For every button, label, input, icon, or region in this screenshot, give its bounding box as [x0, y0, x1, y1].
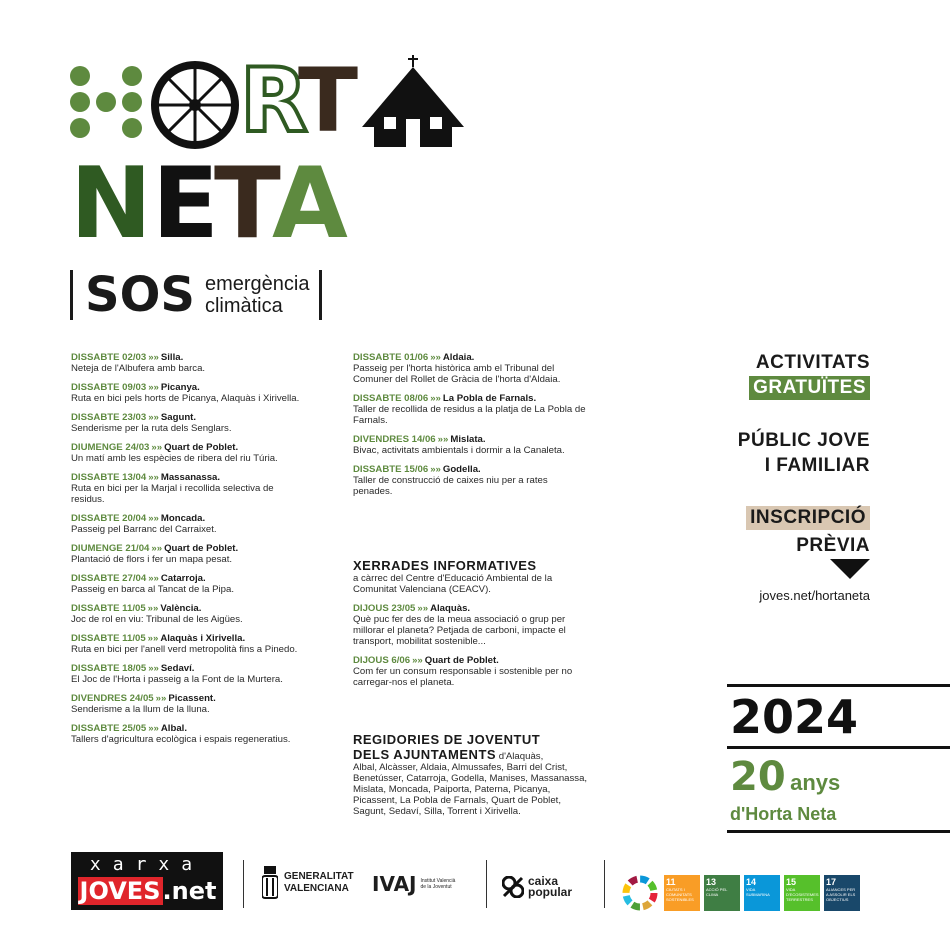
arrows-icon: »»: [148, 382, 159, 393]
event-place: Sedaví.: [160, 663, 195, 674]
sos-heading: [70, 267, 322, 323]
gratuites-label: GRATUÏTES: [749, 376, 870, 400]
ivaj-logo: [372, 872, 455, 896]
event-item: [71, 723, 301, 745]
event-place: Aldaia.: [442, 352, 475, 363]
event-date: DISSABTE 15/06: [353, 464, 429, 475]
arrows-icon: »»: [430, 464, 441, 475]
talks-section: [353, 558, 588, 696]
event-place: Quart de Poblet.: [164, 543, 239, 554]
event-place: Picanya.: [160, 382, 200, 393]
divider: [727, 830, 950, 833]
inscripcio-badge: [746, 506, 870, 530]
sdg-badge-13: [704, 875, 740, 911]
event-description: Senderisme a la llum de la lluna.: [71, 704, 210, 715]
year-label: 2024: [730, 690, 859, 744]
event-item: [71, 352, 301, 374]
divider: [486, 860, 487, 908]
event-place: Catarroja.: [160, 573, 206, 584]
arrows-icon: »»: [412, 655, 423, 666]
event-place: Alaquàs.: [430, 603, 471, 614]
middle-event-list: [353, 352, 588, 505]
event-header: [71, 573, 301, 584]
anniversary-word: anys: [790, 770, 841, 795]
generalitat-line2: VALENCIANA: [284, 883, 349, 894]
gratuites-badge: [749, 376, 870, 400]
sos-line1: emergència: [204, 273, 310, 295]
event-description: El Joc de l'Horta i passeig a la Font de la Murtera.: [71, 674, 283, 685]
event-date: DISSABTE 25/05: [71, 723, 147, 734]
event-item: [71, 472, 301, 505]
activitats-label: ACTIVITATS: [755, 352, 870, 373]
sdg-badge-17: [824, 875, 860, 911]
event-date: DIJOUS 6/06: [353, 655, 411, 666]
previa-label: PRÈVIA: [796, 535, 870, 556]
arrows-icon: »»: [430, 393, 441, 404]
event-description: Ruta en bici per l'anell verd metropolità fins a Pinedo.: [71, 644, 298, 655]
event-date: DISSABTE 27/04: [71, 573, 147, 584]
event-place: Godella.: [442, 464, 481, 475]
sdg-number: 15: [786, 877, 797, 887]
event-header: [353, 393, 588, 404]
event-item: [353, 464, 588, 497]
sdg-badge-15: [784, 875, 820, 911]
event-description: Bivac, activitats ambientals i dormir a la Canaleta.: [353, 445, 565, 456]
event-item: [71, 442, 301, 464]
event-description: Neteja de l'Albufera amb barca.: [71, 363, 206, 374]
divider: [727, 684, 950, 687]
event-header: [71, 442, 301, 453]
talks-subtitle: a càrrec del Centre d'Educació Ambiental de la Comunitat Valenciana (CEACV).: [353, 573, 553, 595]
event-place: Silla.: [160, 352, 184, 363]
logo-letter-t: T: [298, 49, 357, 152]
event-item: [71, 633, 301, 655]
event-header: [71, 352, 301, 363]
anniversary: [730, 754, 840, 800]
sdg-label: VIDA SUBMARINA: [746, 887, 770, 897]
sdg-label: CIUTATS I COMUNITATS SOSTENIBLES: [666, 887, 694, 902]
event-header: [71, 663, 301, 674]
event-description: Un matí amb les espècies de ribera del riu Túria.: [71, 453, 278, 464]
event-place: Moncada.: [160, 513, 206, 524]
event-item: [71, 543, 301, 565]
church-icon: [362, 55, 464, 150]
logo-letter-a: A: [272, 147, 346, 261]
arrows-icon: »»: [148, 412, 159, 423]
event-header: [71, 472, 301, 483]
event-date: DISSABTE 13/04: [71, 472, 147, 483]
anniversary-number: 20: [730, 754, 786, 800]
event-date: DISSABTE 09/03: [71, 382, 147, 393]
event-date: DIJOUS 23/05: [353, 603, 416, 614]
arrows-icon: »»: [155, 693, 167, 704]
event-header: [71, 513, 301, 524]
divider: [243, 860, 244, 908]
logo-dot: [70, 66, 90, 86]
event-place: La Pobla de Farnals.: [442, 393, 537, 404]
event-item: [71, 382, 301, 404]
sos-subtitle: [205, 273, 310, 317]
event-header: [71, 382, 301, 393]
sdg-number: 17: [826, 877, 837, 887]
arrows-icon: »»: [151, 543, 163, 554]
arrows-icon: »»: [147, 603, 159, 614]
sdg-number: 14: [746, 877, 757, 887]
councils-section: [353, 732, 588, 817]
logo-dot: [122, 66, 142, 86]
joves-label: JOVES: [79, 877, 161, 905]
anniversary-sub: d'Horta Neta: [730, 804, 837, 824]
event-header: [353, 464, 588, 475]
event-place: Albal.: [160, 723, 187, 734]
event-place: Mislata.: [450, 434, 486, 445]
arrows-icon: »»: [148, 352, 159, 363]
event-header: [71, 723, 301, 734]
event-item: [71, 412, 301, 434]
arrows-icon: »»: [417, 603, 429, 614]
logo-letter-t2: T: [214, 147, 279, 261]
caixa-popular-logo: [502, 876, 572, 898]
arrows-icon: »»: [148, 663, 159, 674]
event-item: [353, 655, 588, 688]
arrows-icon: »»: [147, 633, 159, 644]
event-header: [353, 655, 588, 666]
arrows-icon: »»: [148, 573, 159, 584]
event-date: DISSABTE 02/03: [71, 352, 147, 363]
sdg-badge-14: [744, 875, 780, 911]
event-item: [353, 393, 588, 426]
event-header: [353, 352, 588, 363]
event-item: [71, 663, 301, 685]
caixa-text: [528, 876, 572, 898]
event-place: València.: [160, 603, 202, 614]
logo-dot: [122, 92, 142, 112]
divider: [70, 270, 73, 320]
event-item: [71, 573, 301, 595]
logo-letter-r: R: [240, 49, 306, 152]
arrows-icon: »»: [430, 352, 441, 363]
sdg-wheel-icon: [622, 875, 658, 911]
public-line1: PÚBLIC JOVE: [737, 430, 870, 451]
event-description: Tallers d'agricultura ecològica i espais regeneratius.: [71, 734, 291, 745]
logo-letter-h-dots: [70, 66, 142, 138]
generalitat-line1: GENERALITAT: [284, 871, 354, 882]
talks-title: XERRADES INFORMATIVES: [353, 558, 537, 573]
talks-list: [353, 603, 588, 688]
event-date: DIUMENGE 24/03: [71, 442, 150, 453]
event-description: Passeig per l'horta històrica amb el Tribunal del Comuner del Rollet de Gràcia de l'horta d'Aldaia.: [353, 363, 561, 385]
event-description: Passeig pel Barranc del Carraixet.: [71, 524, 217, 535]
event-item: [71, 513, 301, 535]
divider: [604, 860, 605, 908]
event-date: DISSABTE 23/03: [71, 412, 147, 423]
logo-letter-n: N: [70, 147, 151, 261]
councils-title-2: DELS AJUNTAMENTS: [353, 747, 497, 762]
arrows-icon: »»: [148, 472, 159, 483]
ivaj-sub1: Institut Valencià: [420, 878, 456, 884]
divider: [319, 270, 322, 320]
event-date: DIVENDRES 14/06: [353, 434, 436, 445]
event-header: [353, 434, 588, 445]
caixa-popular-icon: [502, 876, 524, 898]
left-event-list: [71, 352, 301, 753]
xarxa-label: xarxa: [89, 854, 205, 875]
wheel-icon: [150, 60, 240, 150]
event-place: Picassent.: [168, 693, 216, 704]
event-date: DIVENDRES 24/05: [71, 693, 154, 704]
event-date: DISSABTE 11/05: [71, 603, 146, 614]
councils-list-inline: d'Alaquàs,: [498, 751, 544, 762]
event-place: Quart de Poblet.: [164, 442, 239, 453]
public-line2: I FAMILIAR: [764, 455, 870, 476]
event-item: [353, 434, 588, 456]
event-date: DISSABTE 08/06: [353, 393, 429, 404]
event-header: [71, 693, 301, 704]
ivaj-sub: [420, 878, 455, 890]
joves-net-label: [71, 876, 223, 910]
event-description: Taller de construcció de caixes niu per a rates penades.: [353, 475, 548, 497]
logo-letter-e: E: [152, 147, 217, 261]
event-date: DISSABTE 01/06: [353, 352, 429, 363]
councils-title-line2: [353, 747, 588, 762]
divider: [727, 746, 950, 749]
event-item: [353, 352, 588, 385]
event-header: [71, 412, 301, 423]
event-place: Massanassa.: [160, 472, 221, 483]
event-place: Quart de Poblet.: [424, 655, 499, 666]
ivaj-sub2: de la Joventut: [420, 884, 452, 890]
sdg-label: VIDA D'ECOSISTEMES TERRESTRES: [786, 887, 819, 902]
inscripcio-label: INSCRIPCIÓ: [746, 506, 870, 530]
event-date: DISSABTE 11/05: [71, 633, 146, 644]
event-date: DIUMENGE 21/04: [71, 543, 150, 554]
event-description: Passeig en barca al Tancat de la Pipa.: [71, 584, 235, 595]
councils-title-1: REGIDORIES DE JOVENTUT: [353, 732, 541, 747]
generalitat-text: [284, 871, 354, 895]
event-description: Joc de rol en viu: Tribunal de les Aigües.: [71, 614, 243, 625]
caixa-line2: popular: [528, 885, 572, 899]
sdg-label: ACCIÓ PEL CLIMA: [706, 887, 728, 897]
sdg-label: ALIANCES PER A ASSOLIR ELS OBJECTIUS: [826, 887, 856, 902]
logo-dot: [70, 92, 90, 112]
arrows-icon: »»: [148, 513, 159, 524]
down-arrow-icon: [830, 559, 870, 579]
event-description: Plantació de flors i fer un mapa pesat.: [71, 554, 233, 565]
registration-link[interactable]: joves.net/hortaneta: [759, 588, 870, 603]
event-description: Senderisme per la ruta dels Senglars.: [71, 423, 232, 434]
councils-list: Albal, Alcàsser, Aldaia, Almussafes, Barri del Crist, Benetússer, Catarroja, Godella, Manises, Massanassa, Mislata, Moncada, Paiporta, Paterna, Picanya, Picassent, La Pobla de Farnals, Quart de Poblet, Sagunt, Sedaví, Silla, Torrent i Xirivella.: [353, 762, 588, 817]
event-place: Alaquàs i Xirivella.: [160, 633, 246, 644]
generalitat-logo: [262, 866, 354, 900]
logo-dot: [96, 92, 116, 112]
coat-of-arms-icon: [262, 866, 278, 900]
event-item: [71, 603, 301, 625]
arrows-icon: »»: [148, 723, 159, 734]
sdg-number: 13: [706, 877, 717, 887]
event-header: [71, 603, 301, 614]
sos-line2: climàtica: [204, 295, 283, 317]
caixa-line1: caixa: [528, 874, 559, 888]
sdg-number: 11: [666, 877, 676, 887]
sdg-badge-11: [664, 875, 700, 911]
event-item: [353, 603, 588, 647]
net-label: .net: [162, 877, 217, 905]
arrows-icon: »»: [151, 442, 163, 453]
event-description: Taller de recollida de residus a la platja de La Pobla de Farnals.: [353, 404, 586, 426]
arrows-icon: »»: [437, 434, 449, 445]
event-description: Què puc fer des de la meua associació o grup per millorar el planeta? Petjada de carboni, impacte el transport, mobilitat sostenible...: [353, 614, 566, 647]
xarxa-joves-logo: [71, 852, 223, 910]
event-header: [353, 603, 588, 614]
event-item: [71, 693, 301, 715]
logo-dot: [122, 118, 142, 138]
event-description: Ruta en bici per la Marjal i recollida selectiva de residus.: [71, 483, 274, 505]
event-description: Com fer un consum responsable i sostenible per no carregar-nos el planeta.: [353, 666, 573, 688]
event-date: DISSABTE 18/05: [71, 663, 147, 674]
sdg-badges: [664, 875, 864, 911]
event-description: Ruta en bici pels horts de Picanya, Alaquàs i Xirivella.: [71, 393, 300, 404]
ivaj-label: IVAJ: [372, 872, 417, 896]
logo-dot: [70, 118, 90, 138]
event-header: [71, 633, 301, 644]
sos-title: SOS: [85, 267, 195, 323]
event-place: Sagunt.: [160, 412, 197, 423]
event-date: DISSABTE 20/04: [71, 513, 147, 524]
event-header: [71, 543, 301, 554]
